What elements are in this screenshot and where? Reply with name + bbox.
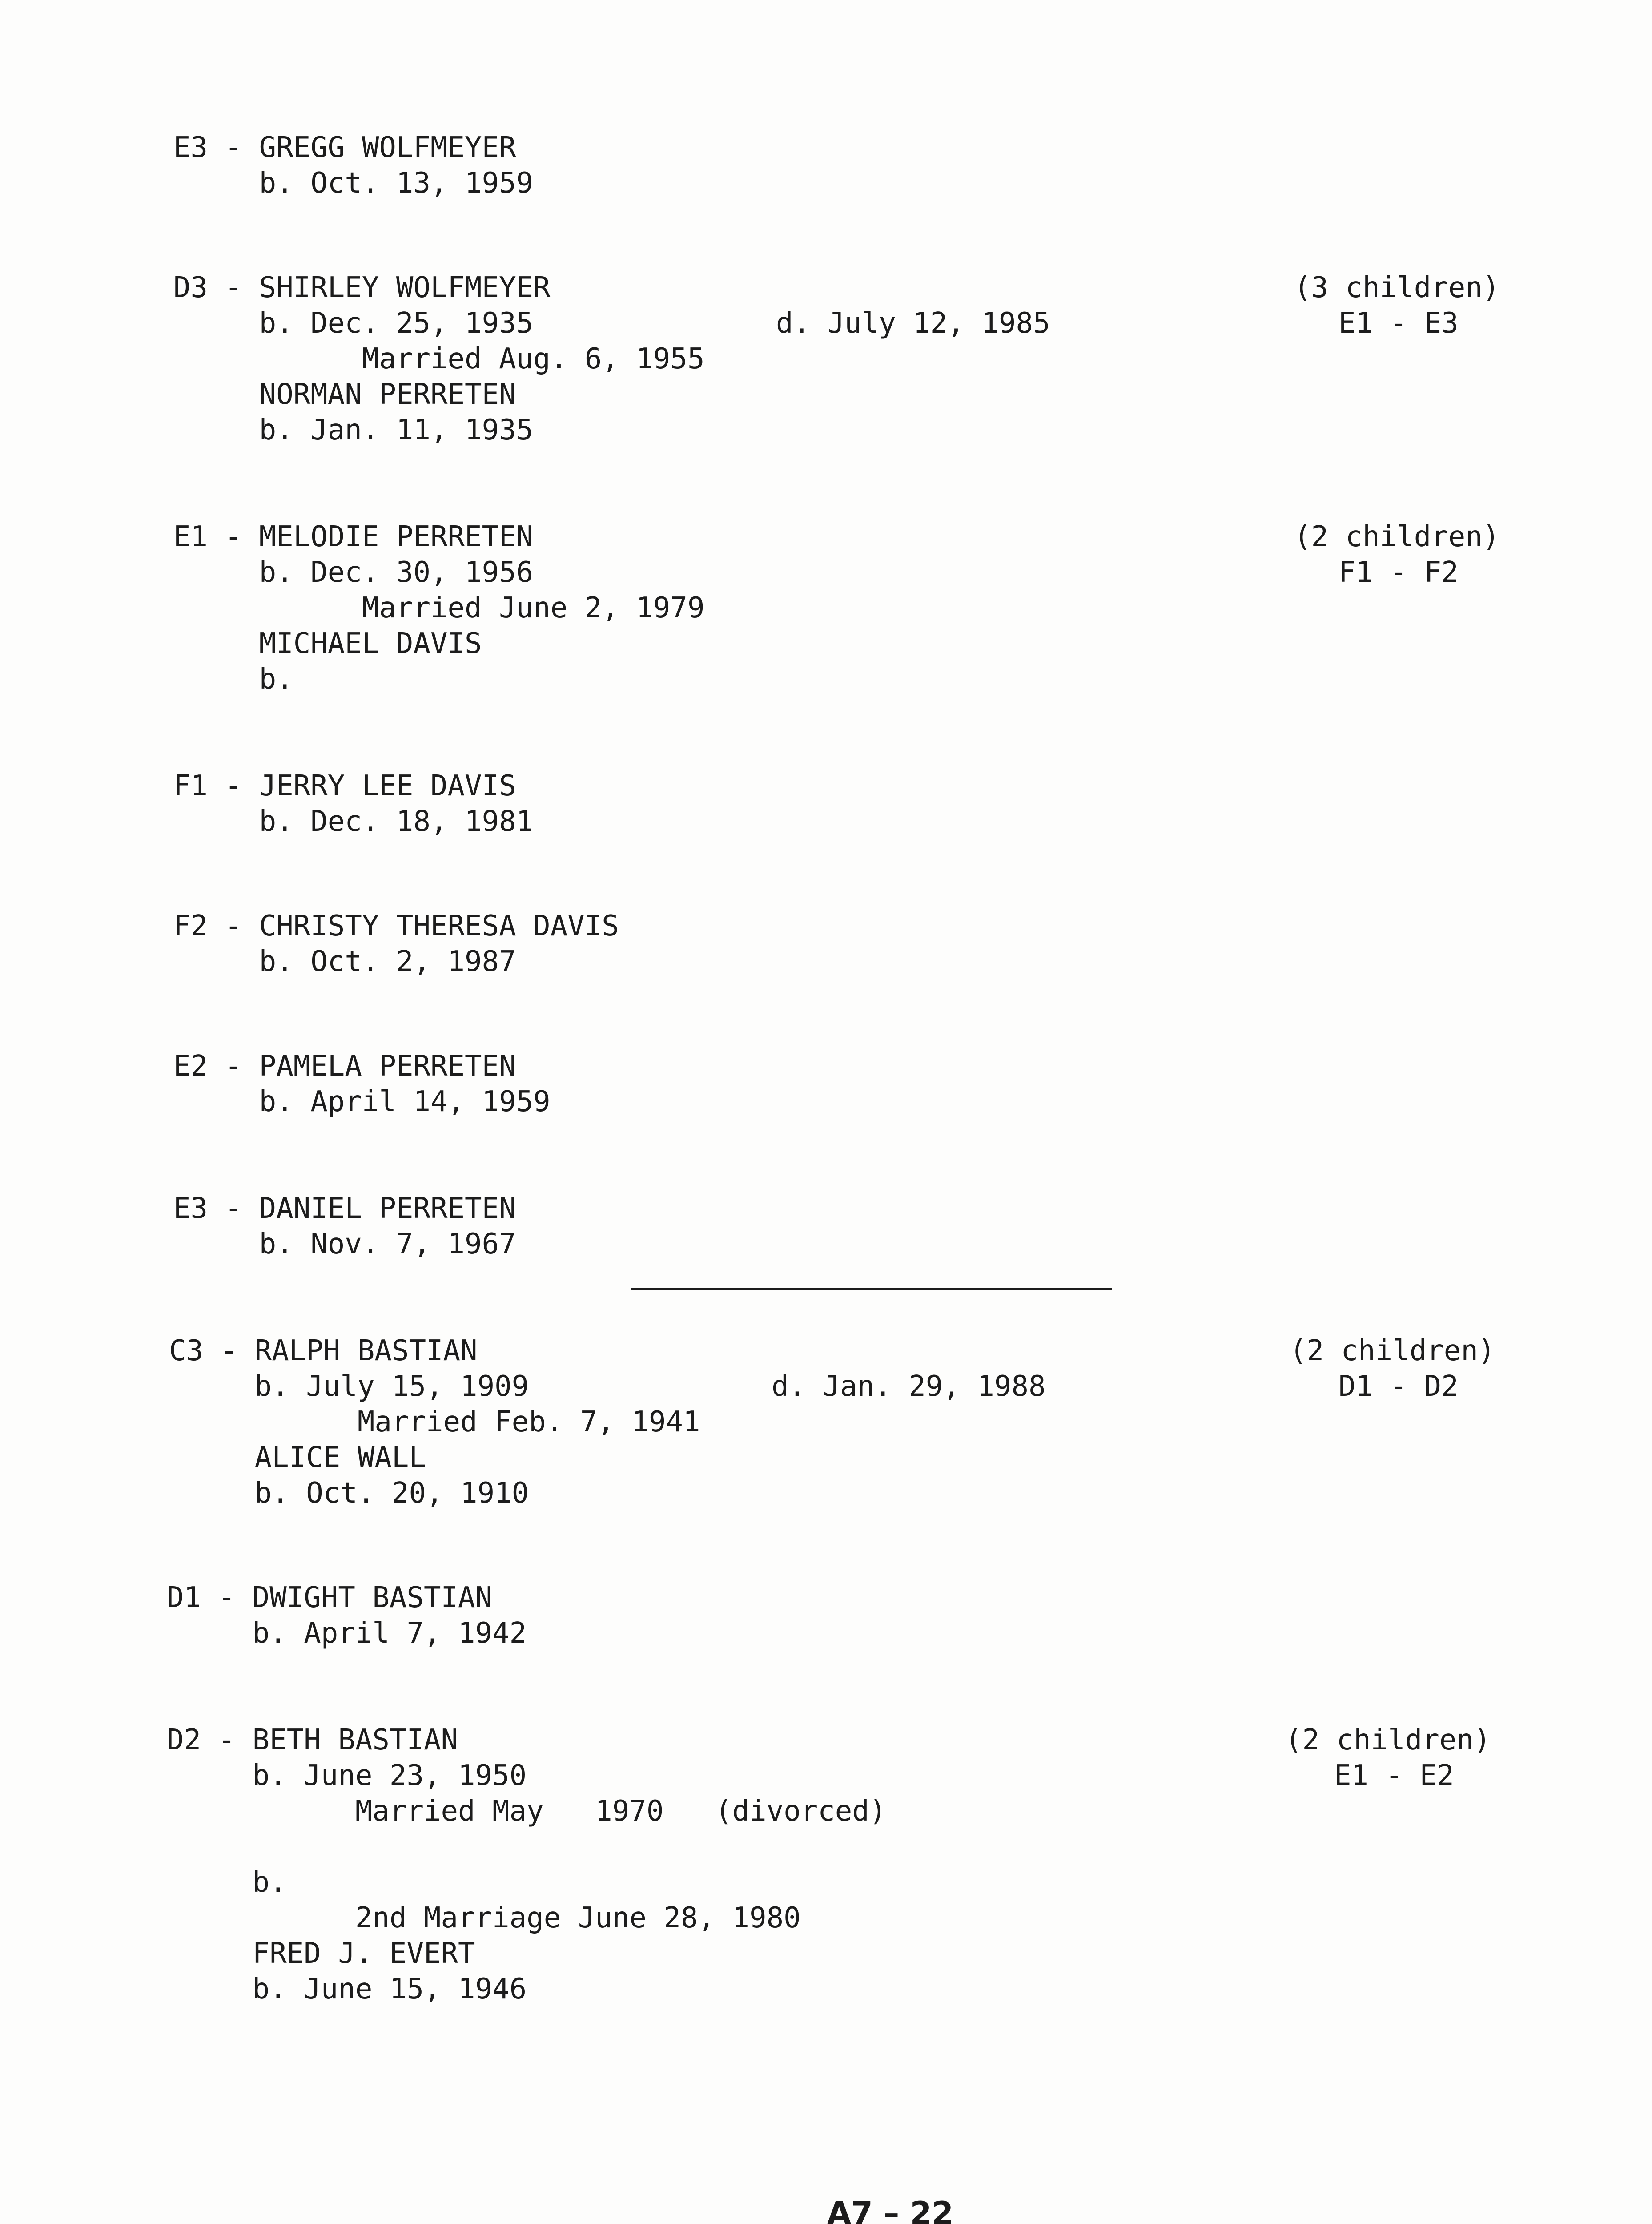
- entry-line: b. June 15, 1946: [167, 1973, 527, 2006]
- entry-line: Married June 2, 1979: [173, 592, 705, 624]
- entry-line: NORMAN PERRETEN: [173, 378, 516, 411]
- children-range: E1 - E2: [1334, 1759, 1454, 1792]
- entry-line: 2nd Marriage June 28, 1980: [167, 1902, 801, 1934]
- entry-line: E2 - PAMELA PERRETEN: [173, 1050, 516, 1083]
- entry-line: E3 - GREGG WOLFMEYER: [173, 131, 516, 164]
- children-count: (2 children): [1285, 1724, 1491, 1757]
- death-date: d. July 12, 1985: [776, 307, 1050, 340]
- children-count: (2 children): [1290, 1334, 1495, 1367]
- section-divider: [631, 1288, 1112, 1290]
- entry-line: FRED J. EVERT: [167, 1937, 475, 1970]
- entry-line: b. Oct. 2, 1987: [173, 945, 516, 978]
- entry-line: b.: [173, 663, 293, 696]
- entry-line: C3 - RALPH BASTIAN: [169, 1334, 478, 1367]
- page-number: A7 – 22: [827, 2195, 954, 2224]
- children-count: (3 children): [1294, 271, 1500, 304]
- entry-line: b. Dec. 18, 1981: [173, 805, 534, 838]
- entry-line: E1 - MELODIE PERRETEN: [173, 520, 534, 553]
- entry-line: E3 - DANIEL PERRETEN: [173, 1192, 516, 1225]
- entry-line: b. Nov. 7, 1967: [173, 1228, 516, 1261]
- entry-line: F1 - JERRY LEE DAVIS: [173, 770, 516, 802]
- entry-line: ALICE WALL: [169, 1441, 426, 1474]
- entry-line: Married Aug. 6, 1955: [173, 342, 705, 375]
- entry-line: Married Feb. 7, 1941: [169, 1406, 700, 1438]
- entry-line: b. Dec. 30, 1956: [173, 556, 534, 589]
- entry-line: b. April 7, 1942: [167, 1617, 527, 1650]
- entry-line: b. Oct. 13, 1959: [173, 167, 534, 200]
- entry-line: Married May 1970 (divorced): [167, 1795, 887, 1828]
- children-range: E1 - E3: [1338, 307, 1459, 340]
- entry-line: b. July 15, 1909: [169, 1370, 529, 1403]
- entry-line: b.: [167, 1866, 287, 1899]
- entry-line: MICHAEL DAVIS: [173, 627, 482, 660]
- children-range: F1 - F2: [1338, 556, 1459, 589]
- entry-line: D3 - SHIRLEY WOLFMEYER: [173, 271, 551, 304]
- entry-line: D1 - DWIGHT BASTIAN: [167, 1581, 493, 1614]
- entry-line: b. Dec. 25, 1935: [173, 307, 534, 340]
- entry-line: b. April 14, 1959: [173, 1085, 551, 1118]
- entry-line: b. Jan. 11, 1935: [173, 414, 534, 447]
- children-count: (2 children): [1294, 520, 1500, 553]
- entry-line: b. June 23, 1950: [167, 1759, 527, 1792]
- death-date: d. Jan. 29, 1988: [772, 1370, 1046, 1403]
- children-range: D1 - D2: [1338, 1370, 1459, 1403]
- entry-line: b. Oct. 20, 1910: [169, 1477, 529, 1510]
- entry-line: F2 - CHRISTY THERESA DAVIS: [173, 910, 619, 943]
- entry-line: D2 - BETH BASTIAN: [167, 1724, 458, 1757]
